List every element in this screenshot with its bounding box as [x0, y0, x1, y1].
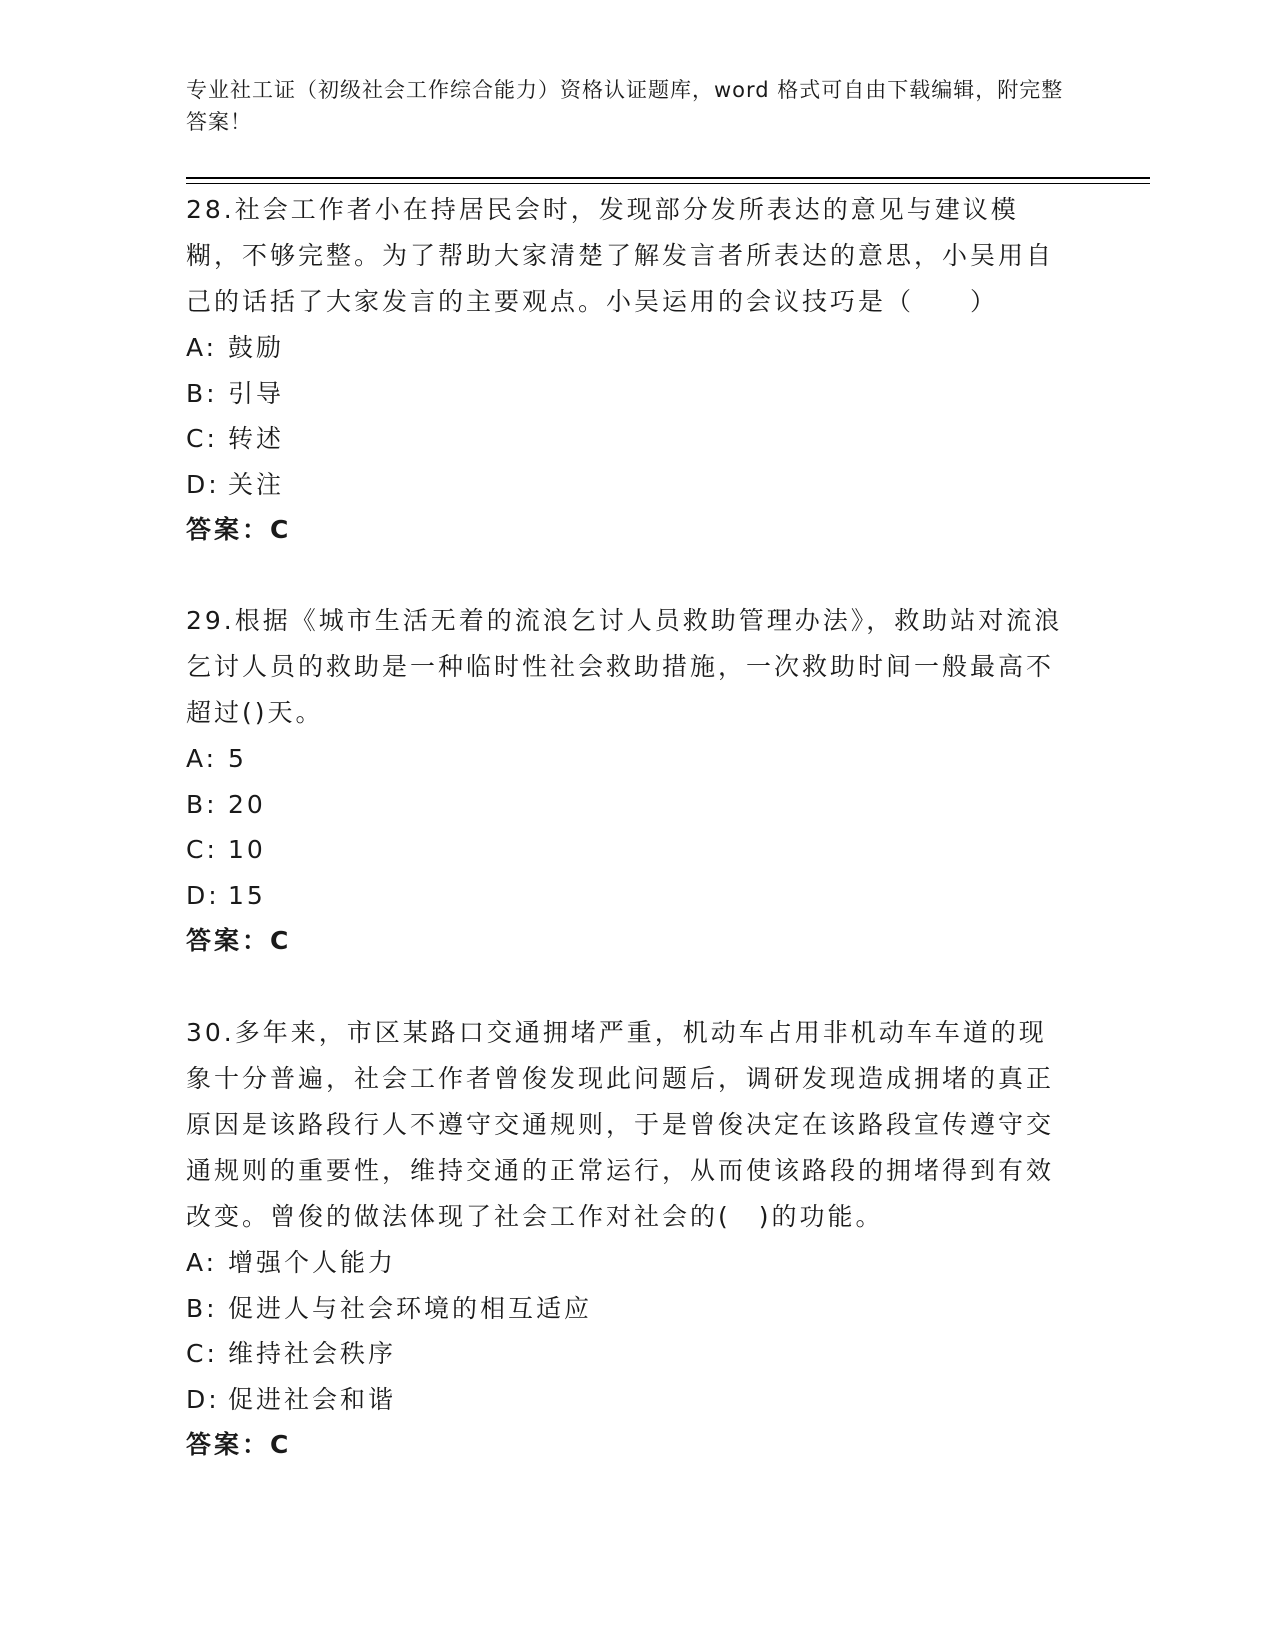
- header-divider-thick: [186, 177, 1150, 179]
- option-a: [186, 736, 1066, 782]
- question-stem: 30.多年来，市区某路口交通拥堵严重，机动车占用非机动车车道的现象十分普遍，社会工作者曾俊发现此问题后，调研发现造成拥堵的真正原因是该路段行人不遵守交通规则，于是曾俊决定在该路段宣传遵守交通规则的重要性，维持交通的正常运行，从而使该路段的拥堵得到有效改变。曾俊的做法体现了社会工作对社会的( )的功能。: [186, 1018, 1055, 1231]
- option-a: [186, 325, 1066, 371]
- option-text: 增强个人能力: [228, 1248, 397, 1277]
- option-letter: B:: [186, 789, 218, 819]
- question-30: [186, 1010, 1066, 1467]
- option-letter: D:: [186, 1384, 220, 1414]
- option-letter: C:: [186, 424, 218, 453]
- option-c: [186, 1331, 1066, 1377]
- option-text: 转述: [228, 424, 285, 453]
- option-text: 10: [228, 835, 266, 864]
- option-text: 引导: [228, 378, 285, 408]
- option-text: 鼓励: [228, 333, 285, 362]
- option-d: [186, 462, 1066, 508]
- question-stem: 29.根据《城市生活无着的流浪乞讨人员救助管理办法》，救助站对流浪乞讨人员的救助是一种临时性社会救助措施，一次救助时间一般最高不超过()天。: [186, 606, 1063, 727]
- option-letter: D:: [186, 880, 220, 910]
- option-text: 15: [228, 880, 266, 910]
- option-text: 5: [228, 744, 247, 773]
- option-d: [186, 1377, 1066, 1423]
- option-letter: A:: [186, 1248, 218, 1277]
- header-divider-thin: [186, 183, 1150, 184]
- option-d: [186, 873, 1066, 919]
- option-letter: B:: [186, 378, 218, 408]
- option-text: 促进社会和谐: [228, 1384, 397, 1414]
- option-letter: D:: [186, 469, 220, 499]
- document-header: 专业社工证（初级社会工作综合能力）资格认证题库，word 格式可自由下载编辑，附完整答案！: [186, 78, 1064, 134]
- option-b: [186, 371, 1066, 417]
- option-b: [186, 782, 1066, 828]
- answer-line: 答案：C: [186, 926, 292, 955]
- option-c: [186, 827, 1066, 873]
- option-c: [186, 416, 1066, 462]
- option-letter: C:: [186, 835, 218, 864]
- option-a: [186, 1240, 1066, 1286]
- option-letter: A:: [186, 744, 218, 773]
- option-letter: B:: [186, 1293, 218, 1323]
- option-b: [186, 1286, 1066, 1332]
- question-stem: 28.社会工作者小在持居民会时，发现部分发所表达的意见与建议模糊，不够完整。为了帮助大家清楚了解发言者所表达的意思，小吴用自己的话括了大家发言的主要观点。小吴运用的会议技巧是（ ）: [186, 195, 1055, 316]
- option-text: 20: [228, 789, 266, 819]
- option-text: 促进人与社会环境的相互适应: [228, 1293, 593, 1323]
- answer-line: 答案：C: [186, 515, 292, 544]
- option-letter: C:: [186, 1339, 218, 1368]
- answer-line: 答案：C: [186, 1430, 292, 1459]
- question-29: [186, 598, 1066, 963]
- question-28: [186, 187, 1066, 552]
- option-letter: A:: [186, 333, 218, 362]
- option-text: 维持社会秩序: [228, 1339, 397, 1368]
- option-text: 关注: [228, 469, 285, 499]
